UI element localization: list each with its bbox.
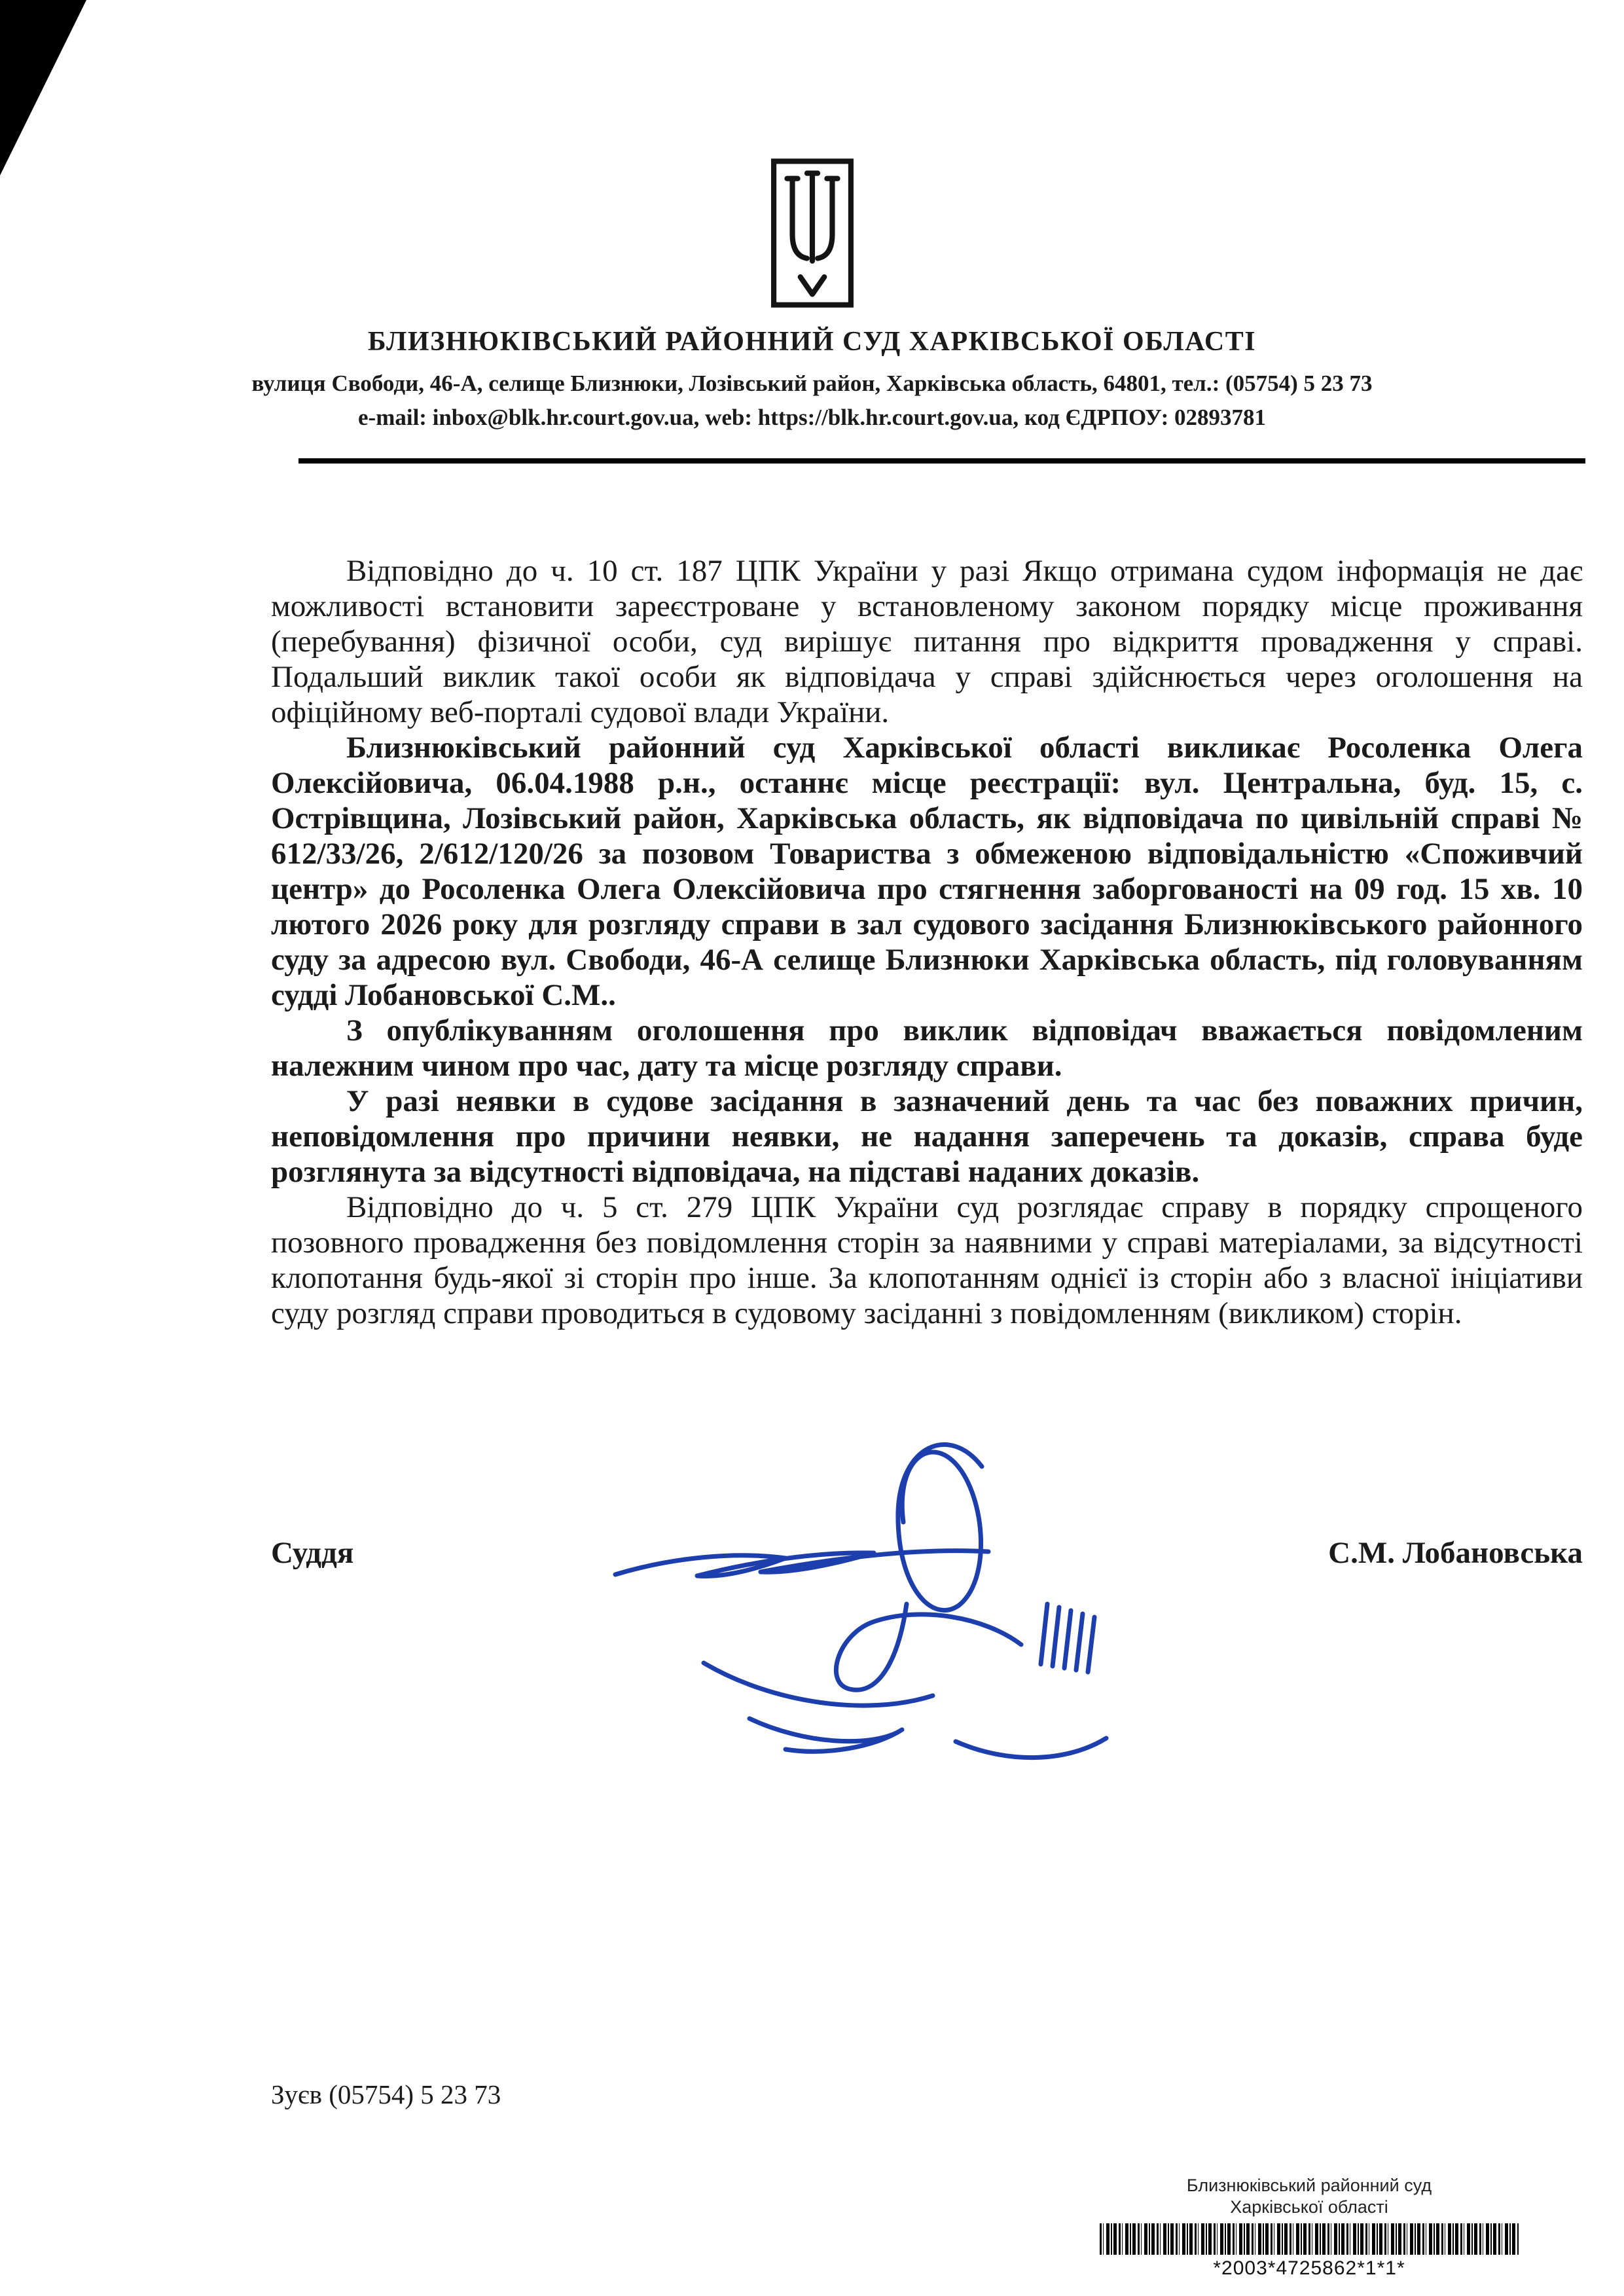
court-name-heading: БЛИЗНЮКІВСЬКИЙ РАЙОННИЙ СУД ХАРКІВСЬКОЇ ОБЛАСТІ	[367, 327, 1257, 357]
barcode-icon	[1100, 2223, 1519, 2255]
paragraph-law-187: Відповідно до ч. 10 ст. 187 ЦПК України у разі Якщо отримана судом інформація не дає можливості встановити зареєстроване у встановленому законом порядку місце проживання (перебування) фізичної особи, суд вирішує питання про відкриття провадження у справі. Подальший виклик такої особи як відповідача у справі здійснюється через оголошення на офіційному веб-порталі судової влади України.	[271, 554, 1583, 729]
scan-corner-artifact	[0, 0, 86, 175]
judge-name: С.М. Лобановська	[1328, 1536, 1583, 1570]
court-address-line: вулиця Свободи, 46-А, селище Близнюки, Лозівський район, Харківська область, 64801, тел.: (05754) 5 23 73	[251, 371, 1373, 396]
signature-row	[271, 1535, 1583, 1571]
court-contact-line: e-mail: inbox@blk.hr.court.gov.ua, web: https://blk.hr.court.gov.ua, код ЄДРПОУ: 02893781	[358, 405, 1266, 430]
paragraph-non-appearance: У разі неявки в судове засідання в зазначений день та час без поважних причин, неповідомлення про причини неявки, не надання заперечень та доказів, справа буде розглянута за відсутності відповідача, на підставі наданих доказів.	[271, 1084, 1583, 1189]
judge-role-label: Суддя	[271, 1536, 354, 1570]
barcode-code-text: *2003*4725862*1*1*	[1213, 2257, 1405, 2279]
paragraph-law-279: Відповідно до ч. 5 ст. 279 ЦПК України суд розглядає справу в порядку спрощеного позовного провадження без повідомлення сторін за наявними у справі матеріалами, за відсутності клопотання будь-якої зі сторін про інше. За клопотанням однієї із сторін або з власної ініціативи суду розгляд справи проводиться в судовому засіданні з повідомленням (викликом) сторін.	[271, 1190, 1583, 1330]
document-body	[271, 553, 1583, 1331]
handwritten-signature-icon	[589, 1388, 1218, 1794]
ukraine-trident-emblem-icon	[770, 157, 855, 309]
clerk-contact-line: Зуєв (05754) 5 23 73	[271, 2079, 501, 2109]
header-divider	[298, 458, 1585, 464]
paragraph-publication-notice: З опублікуванням оголошення про виклик відповідач вважається повідомленим належним чином про час, дату та місце розгляду справи.	[271, 1013, 1583, 1083]
registration-stamp	[1087, 2175, 1532, 2280]
paragraph-summons: Близнюківський районний суд Харківської області викликає Росоленка Олега Олексійовича, 06.04.1988 р.н., останнє місце реєстрації: вул. Центральна, буд. 15, с. Острівщина, Лозівський район, Харківська область, як відповідача по цивільній справі № 612/33/26, 2/612/120/26 за позовом Товариства з обмеженою відповідальністю «Споживчий центр» до Росоленка Олега Олексійовича про стягнення заборгованості на 09 год. 15 хв. 10 лютого 2026 року для розгляду справи в зал судового засідання Близнюківського районного суду за адресою вул. Свободи, 46-А селище Близнюки Харківська область, під головуванням судді Лобановської С.М..	[271, 731, 1583, 1012]
stamp-court-name-line1: Близнюківський районний суд	[1186, 2176, 1432, 2195]
stamp-court-name-line2: Харківської області	[1230, 2197, 1388, 2217]
